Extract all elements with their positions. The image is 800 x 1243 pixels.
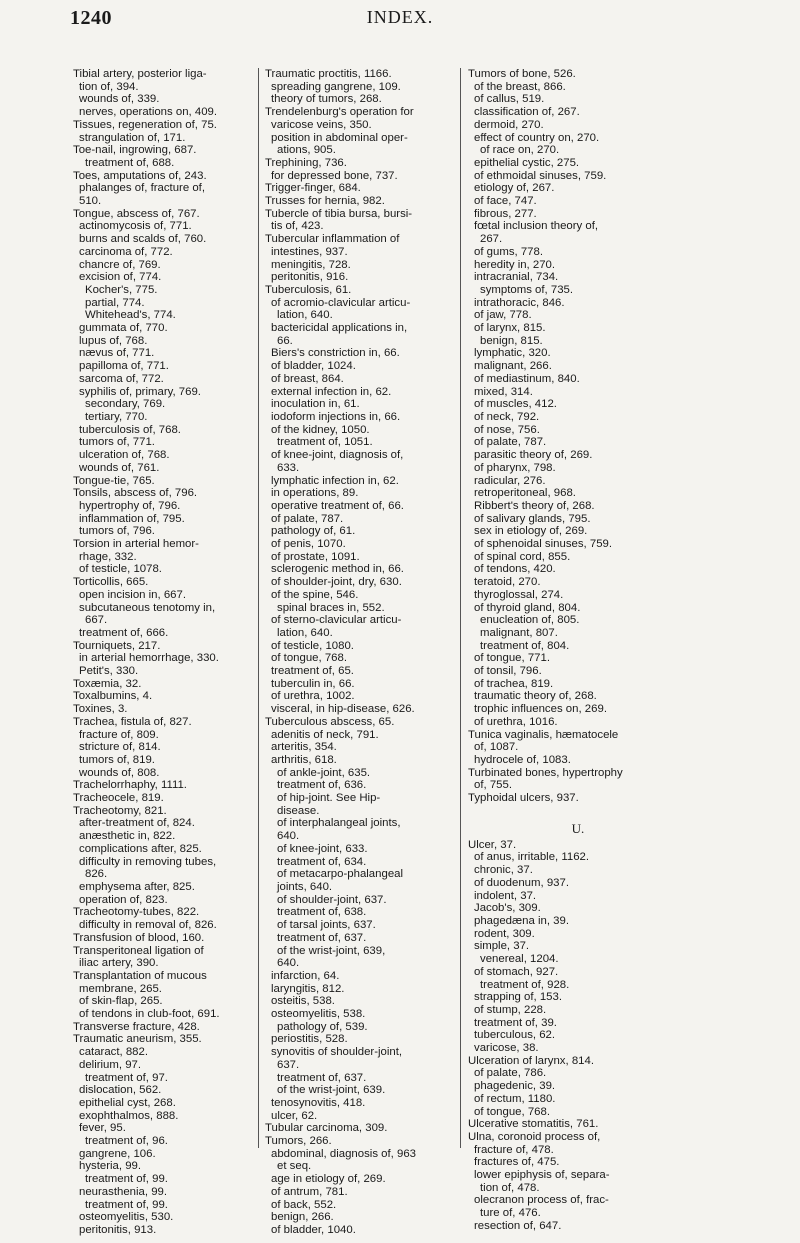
- index-subentry: tumors of, 771.: [79, 436, 155, 449]
- index-subentry: of, 1087.: [474, 741, 519, 754]
- index-entry: Traumatic proctitis, 1166.: [265, 68, 392, 80]
- index-subentry: simple, 37.: [474, 940, 530, 953]
- index-subentry: cataract, 882.: [79, 1046, 149, 1059]
- index-subentry: actinomycosis of, 771.: [79, 220, 192, 233]
- index-entry: Tongue, abscess of, 767.: [73, 207, 200, 220]
- index-subentry: chancre of, 769.: [79, 258, 161, 271]
- index-subentry: varicose veins, 350.: [271, 118, 372, 131]
- index-subentry: malignant, 266.: [474, 360, 552, 373]
- index-entry: Trephining, 736.: [265, 156, 347, 169]
- index-subentry: of metacarpo-phalangeal: [277, 868, 404, 881]
- index-subentry: 66.: [277, 334, 293, 347]
- index-subentry: wounds of, 761.: [79, 461, 160, 474]
- index-subentry: in operations, 89.: [271, 487, 359, 500]
- index-subentry: of ethmoidal sinuses, 759.: [474, 169, 607, 182]
- index-entry: Tubular carcinoma, 309.: [265, 1122, 388, 1135]
- index-subentry: position in abdominal oper-: [271, 131, 408, 144]
- index-subentry: varicose, 38.: [474, 1042, 539, 1055]
- index-subentry: pathology of, 61.: [271, 525, 356, 538]
- index-subentry: of tendons, 420.: [474, 563, 556, 576]
- index-subentry: in arterial hemorrhage, 330.: [79, 652, 219, 665]
- index-subentry: of bladder, 1040.: [271, 1223, 356, 1236]
- index-column-1: [73, 68, 253, 1237]
- index-subentry: operative treatment of, 66.: [271, 499, 404, 512]
- index-entry: Tracheotomy, 821.: [73, 804, 167, 817]
- index-entry: Trigger-finger, 684.: [265, 182, 361, 195]
- index-subentry: visceral, in hip-disease, 626.: [271, 703, 415, 716]
- index-entry: Tonsils, abscess of, 796.: [73, 487, 198, 500]
- index-subentry: of bladder, 1024.: [271, 360, 356, 373]
- index-subentry: of tonsil, 796.: [474, 665, 542, 678]
- index-subentry: of race on, 270.: [480, 144, 560, 157]
- index-subentry: iodoform injections in, 66.: [271, 410, 401, 423]
- index-subentry: treatment of, 96.: [85, 1135, 168, 1148]
- index-subentry: epithelial cyst, 268.: [79, 1096, 176, 1109]
- index-subentry: peritonitis, 916.: [271, 271, 349, 284]
- index-subentry: etiology of, 267.: [474, 182, 555, 195]
- index-subentry: ture of, 476.: [480, 1207, 541, 1220]
- index-subentry: parasitic theory of, 269.: [474, 449, 593, 462]
- index-subentry: 510.: [79, 195, 102, 208]
- index-subentry: of rectum, 1180.: [474, 1092, 556, 1105]
- index-entry: Tumors, 266.: [265, 1135, 332, 1148]
- index-entry: Tubercular inflammation of: [265, 233, 400, 246]
- index-subentry: syphilis of, primary, 769.: [79, 385, 201, 398]
- index-subentry: tis of, 423.: [271, 220, 324, 233]
- index-subentry: treatment of, 804.: [480, 639, 570, 652]
- index-subentry: of shoulder-joint, dry, 630.: [271, 576, 402, 589]
- index-subentry: phalanges of, fracture of,: [79, 182, 206, 195]
- index-subentry: subcutaneous tenotomy in,: [79, 601, 216, 614]
- index-subentry: ations, 905.: [277, 144, 336, 157]
- index-subentry: inoculation in, 61.: [271, 398, 360, 411]
- index-subentry: of muscles, 412.: [474, 398, 557, 411]
- index-subentry: benign, 815.: [480, 334, 543, 347]
- index-subentry: hydrocele of, 1083.: [474, 753, 571, 766]
- index-subentry: Ribbert's theory of, 268.: [474, 499, 595, 512]
- index-subentry: external infection in, 62.: [271, 385, 392, 398]
- index-subentry: of neck, 792.: [474, 410, 540, 423]
- index-subentry: arthritis, 618.: [271, 753, 337, 766]
- index-subentry: of face, 747.: [474, 195, 537, 208]
- index-subentry: phagedenic, 39.: [474, 1080, 556, 1093]
- index-subentry: et seq.: [277, 1160, 312, 1173]
- index-subentry: treatment of, 97.: [85, 1071, 168, 1084]
- index-entry: Ulcerative stomatitis, 761.: [468, 1118, 599, 1131]
- index-entry: Tourniquets, 217.: [73, 639, 161, 652]
- index-subentry: Kocher's, 775.: [85, 283, 158, 296]
- index-entry: Toxines, 3.: [73, 703, 128, 716]
- index-subentry: fibrous, 277.: [474, 207, 537, 220]
- index-subentry: benign, 266.: [271, 1211, 334, 1224]
- index-subentry: of antrum, 781.: [271, 1185, 348, 1198]
- index-subentry: strangulation of, 171.: [79, 131, 186, 144]
- index-subentry: of jaw, 778.: [474, 309, 532, 322]
- index-subentry: treatment of, 666.: [79, 626, 169, 639]
- index-subentry: sarcoma of, 772.: [79, 372, 164, 385]
- index-subentry: of pharynx, 798.: [474, 461, 556, 474]
- index-subentry: rhage, 332.: [79, 550, 137, 563]
- index-subentry: Petit's, 330.: [79, 665, 139, 678]
- index-subentry: secondary, 769.: [85, 398, 166, 411]
- index-subentry: difficulty in removal of, 826.: [79, 919, 217, 932]
- index-subentry: tuberculin in, 66.: [271, 677, 355, 690]
- index-entry: Ulceration of larynx, 814.: [468, 1054, 594, 1067]
- index-subentry: excision of, 774.: [79, 271, 162, 284]
- index-subentry: after-treatment of, 824.: [79, 817, 195, 830]
- index-subentry: effect of country on, 270.: [474, 131, 600, 144]
- index-subentry: indolent, 37.: [474, 889, 537, 902]
- index-subentry: of breast, 864.: [271, 372, 344, 385]
- index-subentry: of spinal cord, 855.: [474, 550, 571, 563]
- index-subentry: intestines, 937.: [271, 245, 348, 258]
- index-subentry: of tongue, 768.: [474, 1105, 551, 1118]
- index-subentry: strapping of, 153.: [474, 991, 563, 1004]
- index-entry: Toe-nail, ingrowing, 687.: [73, 144, 197, 157]
- index-subentry: resection of, 647.: [474, 1219, 562, 1232]
- index-subentry: of hip-joint. See Hip-: [277, 792, 381, 805]
- index-subentry: of, 755.: [474, 779, 512, 792]
- index-subentry: venereal, 1204.: [480, 953, 559, 966]
- index-subentry: treatment of, 928.: [480, 978, 570, 991]
- index-subentry: fractures of, 475.: [474, 1156, 560, 1169]
- index-entry: Torticollis, 665.: [73, 576, 149, 589]
- index-entry: Tuberculous abscess, 65.: [265, 715, 395, 728]
- index-subentry: of palate, 787.: [474, 436, 547, 449]
- index-subentry: of tongue, 768.: [271, 652, 348, 665]
- index-subentry: fever, 95.: [79, 1122, 126, 1135]
- index-subentry: partial, 774.: [85, 296, 145, 309]
- index-subentry: Jacob's, 309.: [474, 902, 541, 915]
- index-subentry: of anus, irritable, 1162.: [474, 851, 590, 864]
- index-subentry: of callus, 519.: [474, 93, 545, 106]
- index-subentry: 267.: [480, 233, 503, 246]
- index-subentry: treatment of, 636.: [277, 779, 367, 792]
- index-subentry: stricture of, 814.: [79, 741, 161, 754]
- index-subentry: hypertrophy of, 796.: [79, 499, 181, 512]
- index-subentry: difficulty in removing tubes,: [79, 855, 217, 868]
- index-subentry: membrane, 265.: [79, 982, 162, 995]
- index-subentry: of skin-flap, 265.: [79, 995, 163, 1008]
- index-column-3: [468, 68, 688, 1233]
- index-subentry: of knee-joint, diagnosis of,: [271, 449, 404, 462]
- index-subentry: of stump, 228.: [474, 1003, 547, 1016]
- index-subentry: of gums, 778.: [474, 245, 544, 258]
- index-subentry: of palate, 787.: [271, 512, 344, 525]
- index-subentry: radicular, 276.: [474, 474, 546, 487]
- index-subentry: exophthalmos, 888.: [79, 1109, 179, 1122]
- index-subentry: tumors of, 819.: [79, 753, 155, 766]
- index-subentry: open incision in, 667.: [79, 588, 187, 601]
- index-subentry: synovitis of shoulder-joint,: [271, 1046, 403, 1059]
- index-subentry: of mediastinum, 840.: [474, 372, 580, 385]
- index-entry: Tumors of bone, 526.: [468, 68, 576, 80]
- index-subentry: gangrene, 106.: [79, 1147, 156, 1160]
- index-subentry: osteomyelitis, 530.: [79, 1211, 174, 1224]
- index-columns: [0, 68, 800, 1238]
- index-subentry: of trachea, 819.: [474, 677, 554, 690]
- index-subentry: of palate, 786.: [474, 1067, 547, 1080]
- index-subentry: adenitis of neck, 791.: [271, 728, 379, 741]
- index-subentry: tertiary, 770.: [85, 410, 148, 423]
- section-letter: U.: [571, 820, 585, 836]
- index-subentry: of interphalangeal joints,: [277, 817, 401, 830]
- running-head: INDEX.: [366, 7, 434, 27]
- index-subentry: joints, 640.: [277, 881, 333, 893]
- index-subentry: intrathoracic, 846.: [474, 296, 565, 309]
- index-subentry: anæsthetic in, 822.: [79, 830, 176, 843]
- index-subentry: dislocation, 562.: [79, 1084, 162, 1097]
- index-subentry: burns and scalds of, 760.: [79, 233, 207, 246]
- index-subentry: hysteria, 99.: [79, 1160, 142, 1173]
- index-subentry: tumors of, 796.: [79, 525, 155, 538]
- index-subentry: emphysema after, 825.: [79, 881, 195, 893]
- index-subentry: of acromio-clavicular articu-: [271, 296, 411, 309]
- index-subentry: retroperitoneal, 968.: [474, 487, 576, 500]
- index-entry: Tuberculosis, 61.: [265, 283, 352, 296]
- index-subentry: delirium, 97.: [79, 1058, 142, 1071]
- index-subentry: nerves, operations on, 409.: [79, 106, 218, 119]
- index-subentry: of testicle, 1080.: [271, 639, 354, 652]
- index-subentry: iliac artery, 390.: [79, 957, 159, 970]
- index-subentry: symptoms of, 735.: [480, 283, 574, 296]
- index-subentry: treatment of, 39.: [474, 1016, 557, 1029]
- index-subentry: osteitis, 538.: [271, 995, 335, 1008]
- index-entry: Turbinated bones, hypertrophy: [468, 766, 623, 779]
- index-entry: Transperitoneal ligation of: [73, 944, 204, 957]
- index-subentry: of nose, 756.: [474, 423, 540, 436]
- index-subentry: periostitis, 528.: [271, 1033, 348, 1046]
- index-subentry: tenosynovitis, 418.: [271, 1096, 366, 1109]
- index-subentry: treatment of, 1051.: [277, 436, 373, 449]
- index-subentry: treatment of, 637.: [277, 1071, 367, 1084]
- index-subentry: treatment of, 99.: [85, 1173, 168, 1186]
- index-subentry: complications after, 825.: [79, 842, 202, 855]
- index-subentry: of urethra, 1002.: [271, 690, 355, 703]
- index-entry: Toxæmia, 32.: [73, 677, 142, 690]
- index-entry: Typhoidal ulcers, 937.: [468, 792, 579, 805]
- index-entry: Toes, amputations of, 243.: [73, 169, 207, 182]
- index-entry: Toxalbumins, 4.: [73, 690, 153, 703]
- index-subentry: pathology of, 539.: [277, 1020, 368, 1033]
- index-subentry: of the breast, 866.: [474, 80, 566, 93]
- index-subentry: of duodenum, 937.: [474, 876, 569, 889]
- index-subentry: thyroglossal, 274.: [474, 588, 564, 601]
- index-subentry: spreading gangrene, 109.: [271, 80, 401, 93]
- index-subentry: fœtal inclusion theory of,: [474, 220, 599, 233]
- index-subentry: for depressed bone, 737.: [271, 169, 398, 182]
- index-entry: Transfusion of blood, 160.: [73, 931, 205, 944]
- index-subentry: enucleation of, 805.: [480, 614, 580, 627]
- index-subentry: classification of, 267.: [474, 106, 580, 119]
- index-entry: Ulcer, 37.: [468, 838, 517, 851]
- index-subentry: ulcer, 62.: [271, 1109, 318, 1122]
- index-subentry: tuberculosis of, 768.: [79, 423, 181, 436]
- index-subentry: treatment of, 65.: [271, 665, 354, 678]
- index-subentry: ulceration of, 768.: [79, 449, 170, 462]
- index-entry: Tissues, regeneration of, 75.: [73, 118, 217, 131]
- index-subentry: carcinoma of, 772.: [79, 245, 173, 258]
- index-subentry: of tarsal joints, 637.: [277, 919, 376, 932]
- index-subentry: bactericidal applications in,: [271, 322, 408, 335]
- index-subentry: treatment of, 638.: [277, 906, 367, 919]
- page-number: 1240: [70, 7, 112, 29]
- index-subentry: of the kidney, 1050.: [271, 423, 370, 436]
- index-entry: Transverse fracture, 428.: [73, 1020, 200, 1033]
- index-subentry: of sphenoidal sinuses, 759.: [474, 538, 613, 551]
- index-subentry: papilloma of, 771.: [79, 360, 169, 373]
- index-subentry: 826.: [85, 868, 108, 881]
- index-subentry: of the wrist-joint, 639,: [277, 944, 386, 957]
- index-subentry: Whitehead's, 774.: [85, 309, 176, 322]
- index-subentry: Biers's constriction in, 66.: [271, 347, 400, 360]
- index-subentry: chronic, 37.: [474, 864, 533, 877]
- index-subentry: tuberculous, 62.: [474, 1029, 556, 1042]
- index-subentry: tion of, 394.: [79, 80, 139, 93]
- index-subentry: of salivary glands, 795.: [474, 512, 591, 525]
- index-subentry: operation of, 823.: [79, 893, 168, 906]
- index-subentry: of sterno-clavicular articu-: [271, 614, 402, 627]
- index-subentry: 637.: [277, 1058, 300, 1071]
- index-entry: Tracheocele, 819.: [73, 792, 164, 805]
- section-spacer: [468, 805, 688, 813]
- index-entry: Trachelorrhaphy, 1111.: [73, 779, 187, 792]
- index-subentry: epithelial cystic, 275.: [474, 156, 580, 169]
- index-subentry: neurasthenia, 99.: [79, 1185, 168, 1198]
- index-subentry: dermoid, 270.: [474, 118, 544, 131]
- index-subentry: lymphatic infection in, 62.: [271, 474, 399, 487]
- index-subentry: of larynx, 815.: [474, 322, 546, 335]
- index-entry: Traumatic aneurism, 355.: [73, 1033, 202, 1046]
- index-subentry: meningitis, 728.: [271, 258, 351, 271]
- index-subentry: arteritis, 354.: [271, 741, 337, 754]
- index-subentry: of urethra, 1016.: [474, 715, 558, 728]
- index-entry: Tunica vaginalis, hæmatocele: [468, 728, 619, 741]
- index-subentry: laryngitis, 812.: [271, 982, 345, 995]
- index-subentry: lation, 640.: [277, 309, 333, 322]
- index-entry: Trusses for hernia, 982.: [265, 195, 385, 208]
- index-subentry: 640.: [277, 957, 300, 970]
- index-subentry: 640.: [277, 830, 300, 843]
- index-column-2: [265, 68, 453, 1237]
- index-subentry: fracture of, 478.: [474, 1143, 554, 1156]
- index-subentry: of penis, 1070.: [271, 538, 346, 551]
- index-subentry: intracranial, 734.: [474, 271, 559, 284]
- index-subentry: peritonitis, 913.: [79, 1223, 157, 1236]
- index-subentry: traumatic theory of, 268.: [474, 690, 597, 703]
- index-subentry: trophic influences on, 269.: [474, 703, 607, 716]
- index-subentry: lower epiphysis of, separa-: [474, 1169, 610, 1182]
- index-subentry: olecranon process of, frac-: [474, 1194, 609, 1207]
- index-entry: Tongue-tie, 765.: [73, 474, 155, 487]
- index-subentry: sex in etiology of, 269.: [474, 525, 588, 538]
- index-subentry: osteomyelitis, 538.: [271, 1008, 366, 1021]
- index-subentry: infarction, 64.: [271, 969, 340, 982]
- index-subentry: tion of, 478.: [480, 1181, 540, 1194]
- index-subentry: lation, 640.: [277, 626, 333, 639]
- index-subentry: lymphatic, 320.: [474, 347, 551, 360]
- index-entry: Tubercle of tibia bursa, bursi-: [265, 207, 413, 220]
- index-subentry: nævus of, 771.: [79, 347, 155, 360]
- index-subentry: of testicle, 1078.: [79, 563, 162, 576]
- index-subentry: of back, 552.: [271, 1198, 337, 1211]
- index-subentry: treatment of, 99.: [85, 1198, 168, 1211]
- index-subentry: lupus of, 768.: [79, 334, 148, 347]
- index-subentry: 667.: [85, 614, 108, 627]
- index-subentry: disease.: [277, 804, 320, 817]
- index-subentry: of prostate, 1091.: [271, 550, 360, 563]
- index-subentry: of ankle-joint, 635.: [277, 766, 371, 779]
- index-subentry: theory of tumors, 268.: [271, 93, 382, 106]
- index-subentry: treatment of, 637.: [277, 931, 367, 944]
- index-subentry: heredity in, 270.: [474, 258, 556, 271]
- index-subentry: malignant, 807.: [480, 626, 558, 639]
- index-subentry: of knee-joint, 633.: [277, 842, 368, 855]
- index-entry: Transplantation of mucous: [73, 969, 207, 982]
- index-subentry: fracture of, 809.: [79, 728, 159, 741]
- index-entry: Ulna, coronoid process of,: [468, 1130, 601, 1143]
- index-subentry: of the spine, 546.: [271, 588, 359, 601]
- index-subentry: of tendons in club-foot, 691.: [79, 1008, 220, 1021]
- index-subentry: treatment of, 688.: [85, 156, 175, 169]
- index-entry: Tibial artery, posterior liga-: [73, 68, 207, 80]
- index-subentry: of stomach, 927.: [474, 965, 559, 978]
- index-subentry: of tongue, 771.: [474, 652, 551, 665]
- index-subentry: spinal braces in, 552.: [277, 601, 385, 614]
- index-subentry: 633.: [277, 461, 300, 474]
- index-subentry: of the wrist-joint, 639.: [277, 1084, 386, 1097]
- index-subentry: mixed, 314.: [474, 385, 533, 398]
- index-subentry: phagedæna in, 39.: [474, 915, 570, 927]
- index-subentry: inflammation of, 795.: [79, 512, 185, 525]
- index-subentry: age in etiology of, 269.: [271, 1173, 386, 1186]
- index-subentry: sclerogenic method in, 66.: [271, 563, 404, 576]
- index-subentry: gummata of, 770.: [79, 322, 168, 335]
- index-subentry: abdominal, diagnosis of, 963: [271, 1147, 417, 1160]
- index-subentry: wounds of, 808.: [79, 766, 160, 779]
- index-subentry: of thyroid gland, 804.: [474, 601, 581, 614]
- index-entry: Trachea, fistula of, 827.: [73, 715, 192, 728]
- index-entry: Trendelenburg's operation for: [265, 106, 414, 119]
- index-subentry: rodent, 309.: [474, 927, 535, 940]
- index-subentry: treatment of, 634.: [277, 855, 367, 868]
- index-subentry: wounds of, 339.: [79, 93, 160, 106]
- index-entry: Tracheotomy-tubes, 822.: [73, 906, 200, 919]
- index-subentry: teratoid, 270.: [474, 576, 541, 589]
- index-subentry: of shoulder-joint, 637.: [277, 893, 387, 906]
- index-entry: Torsion in arterial hemor-: [73, 538, 199, 551]
